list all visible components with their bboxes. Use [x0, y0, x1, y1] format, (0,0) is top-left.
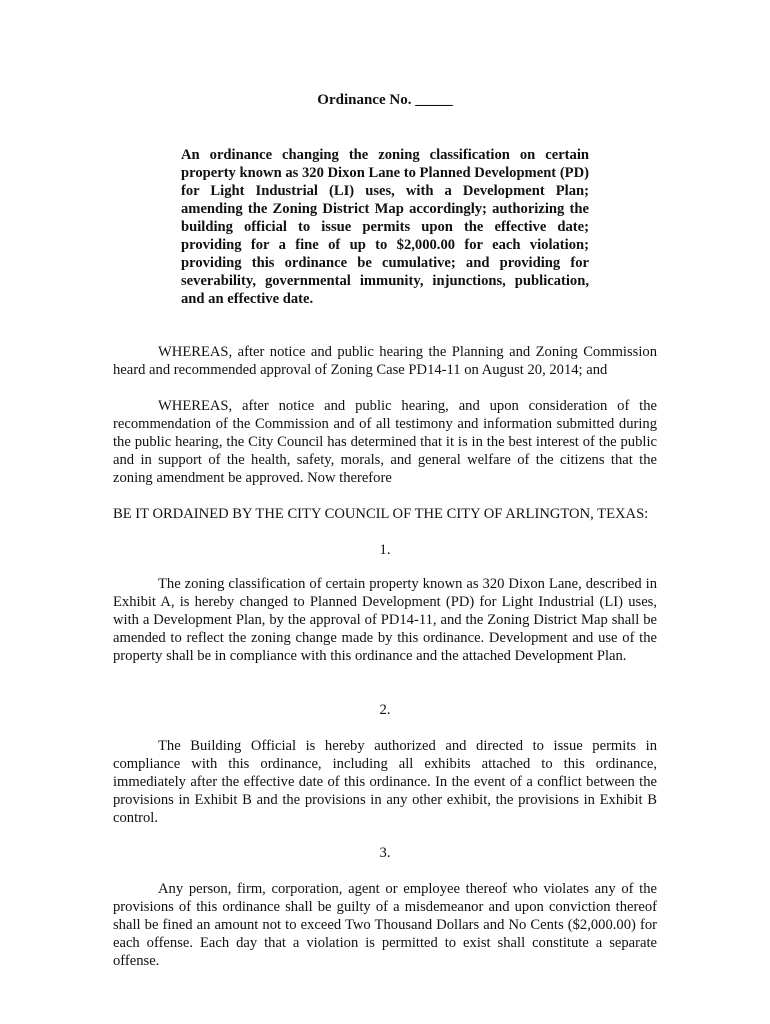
- section-number-2: 2.: [379, 702, 391, 718]
- section-number-3: 3.: [379, 845, 391, 861]
- section-text-1: The zoning classification of certain property known as 320 Dixon Lane, described in Exhibit A, is hereby changed to Planned Development (PD) for Light Industrial (LI) uses, with a Development Plan, by the approval of PD14-11, and the Zoning District Map shall be amended to reflect the zoning change made by this ordinance. Development and use of the property shall be in compliance with this ordinance and the attached Development Plan.: [113, 576, 657, 664]
- whereas-paragraph-1: WHEREAS, after notice and public hearing the Planning and Zoning Commission heard and recommended approval of Zoning Case PD14-11 on August 20, 2014; and: [113, 344, 657, 378]
- whereas-paragraph-2: WHEREAS, after notice and public hearing, and upon consideration of the recommendation of the Commission and of all testimony and information submitted during the public hearing, the City Council has determined that it is in the best interest of the public and in support of the health, safety, morals, and general welfare of the citizens that the zoning amendment be approved. Now therefore: [113, 398, 657, 486]
- ordinance-title: Ordinance No. _____: [317, 92, 453, 108]
- ordained-clause: BE IT ORDAINED BY THE CITY COUNCIL OF THE CITY OF ARLINGTON, TEXAS:: [113, 506, 649, 522]
- ordinance-summary: An ordinance changing the zoning classification on certain property known as 320 Dixon Lane to Planned Development (PD) for Light Industrial (LI) uses, with a Development Plan; amending the Zoning District Map accordingly; authorizing the building official to issue permits upon the effective date; providing for a fine of up to $2,000.00 for each violation; providing this ordinance be cumulative; and providing for severability, governmental immunity, injunctions, publication, and an effective date.: [181, 147, 589, 307]
- section-number-1: 1.: [379, 542, 391, 558]
- section-text-2: The Building Official is hereby authorized and directed to issue permits in compliance with this ordinance, including all exhibits attached to this ordinance, immediately after the effective date of this ordinance. In the event of a conflict between the provisions in Exhibit B and the provisions in any other exhibit, the provisions in Exhibit B control.: [113, 738, 657, 826]
- section-text-3: Any person, firm, corporation, agent or employee thereof who violates any of the provisions of this ordinance shall be guilty of a misdemeanor and upon conviction thereof shall be fined an amount not to exceed Two Thousand Dollars and No Cents ($2,000.00) for each offense. Each day that a violation is permitted to exist shall constitute a separate offense.: [113, 881, 657, 969]
